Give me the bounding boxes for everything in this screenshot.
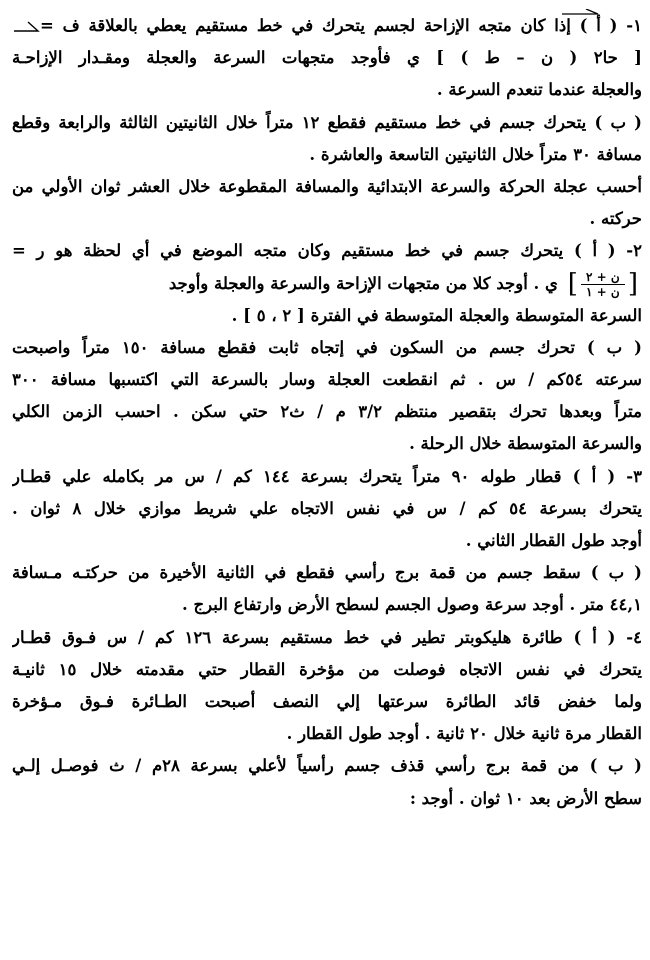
q4b-line-2: سطح الأرض بعد ١٠ ثوان . أوجد : (409, 788, 642, 808)
q4a-line-3: ولما خفض قائد الطائرة سرعتها إلي النصف أصبحت الطـائرة فـوق مـؤخرة (12, 691, 642, 711)
q3b-line-2: ٤٤,١ متر . أوجد سرعة وصول الجسم لسطح الأرض وارتفاع البرج . (182, 595, 642, 615)
q4a-line-2: يتحرك في نفس الاتجاه فوصلت من مؤخرة القطار حتي مقدمته خلال ١٥ ثانيـة (12, 659, 642, 679)
q4a-line-1: ٤- ( أ ) طائرة هليكوبتر تطير في خط مستقيم بسرعة ١٢٦ كم / س فـوق قطـار (12, 627, 642, 647)
top-vector-mark (560, 0, 600, 6)
q1b-line-2: مسافة ٣٠ متراً خلال الثانيتين التاسعة والعاشرة . (309, 144, 642, 164)
q1a-line-2: [ حا٢ ( ن – ط ) ] ي فأوجد متجهات السرعة والعجلة ومقـدار الإزاحـة (12, 48, 642, 68)
q2a-line-2: [ ن + ٢ ن + ١ ] ي . أوجد كلا من متجهات الإزاحة والسرعة والعجلة وأوجد (168, 269, 638, 299)
q2a-line-3: السرعة المتوسطة والعجلة المتوسطة في الفترة [ ٢ ، ٥ ] . (231, 305, 642, 325)
column-vector-bottom: ن + ١ (586, 284, 620, 299)
column-vector-top: ن + ٢ (586, 269, 620, 284)
q4b-line-1: ( ب ) من قمة برج رأسي قذف جسم رأسياً لأعلي بسرعة ٢٨م / ث فوصـل إلـي (12, 756, 642, 776)
q2b-line-3: متراً وبعدها تحرك بتقصير منتظم ٣/٢ م / ث٢ حتي سكن . احسب الزمن الكلي (12, 402, 642, 422)
q2b-line-2: سرعته ٥٤كم / س . ثم انقطعت العجلة وسار بالسرعة التي اكتسبها مسافة ٣٠٠ (12, 370, 642, 390)
q2b-line-4: والسرعة المتوسطة خلال الرحلة . (409, 434, 642, 454)
q1b-line-4: حركته . (589, 209, 642, 229)
q3a-line-1: ٣- ( أ ) قطار طوله ٩٠ متراً يتحرك بسرعة ١٤٤ كم / س مر بكامله علي قطـار (12, 466, 642, 486)
q2b-line-1: ( ب ) تحرك جسم من السكون في إتجاه ثابت فقطع مسافة ١٥٠ متراً واصبحت (12, 337, 642, 357)
vector-arrow-icon (12, 19, 40, 35)
q2a-line-1: ٢- ( أ ) يتحرك جسم في خط مستقيم وكان متجه الموضع في أي لحظة هو ر = (12, 241, 642, 261)
q4a-line-4: القطار مرة ثانية خلال ٢٠ ثانية . أوجد طول القطار . (286, 724, 642, 744)
q1a-line-1: ١- ( أ ) إذا كان متجه الإزاحة لجسم يتحرك في خط مستقيم يعطي بالعلاقة ف = (12, 10, 642, 42)
q1b-line-3: أحسب عجلة الحركة والسرعة الابتدائية والمسافة المقطوعة خلال العشر ثوان الأولي من (12, 176, 642, 196)
q1a-line-3: والعجلة عندما تنعدم السرعة . (436, 80, 642, 100)
q3a-line-3: أوجد طول القطار الثاني . (465, 531, 642, 550)
column-vector: [ ن + ٢ ن + ١ ] (567, 269, 638, 299)
q3a-line-2: يتحرك بسرعة ٥٤ كم / س في نفس الاتجاه علي شريط موازي خلال ٨ ثوان . (12, 498, 642, 518)
q1b-line-1: ( ب ) يتحرك جسم في خط مستقيم فقطع ١٢ متراً خلال الثانيتين الثالثة والرابعة وقطع (12, 112, 642, 132)
q3b-line-1: ( ب ) سقط جسم من قمة برج رأسي فقطع في الثانية الأخيرة من حركتـه مـسافة (12, 563, 642, 583)
